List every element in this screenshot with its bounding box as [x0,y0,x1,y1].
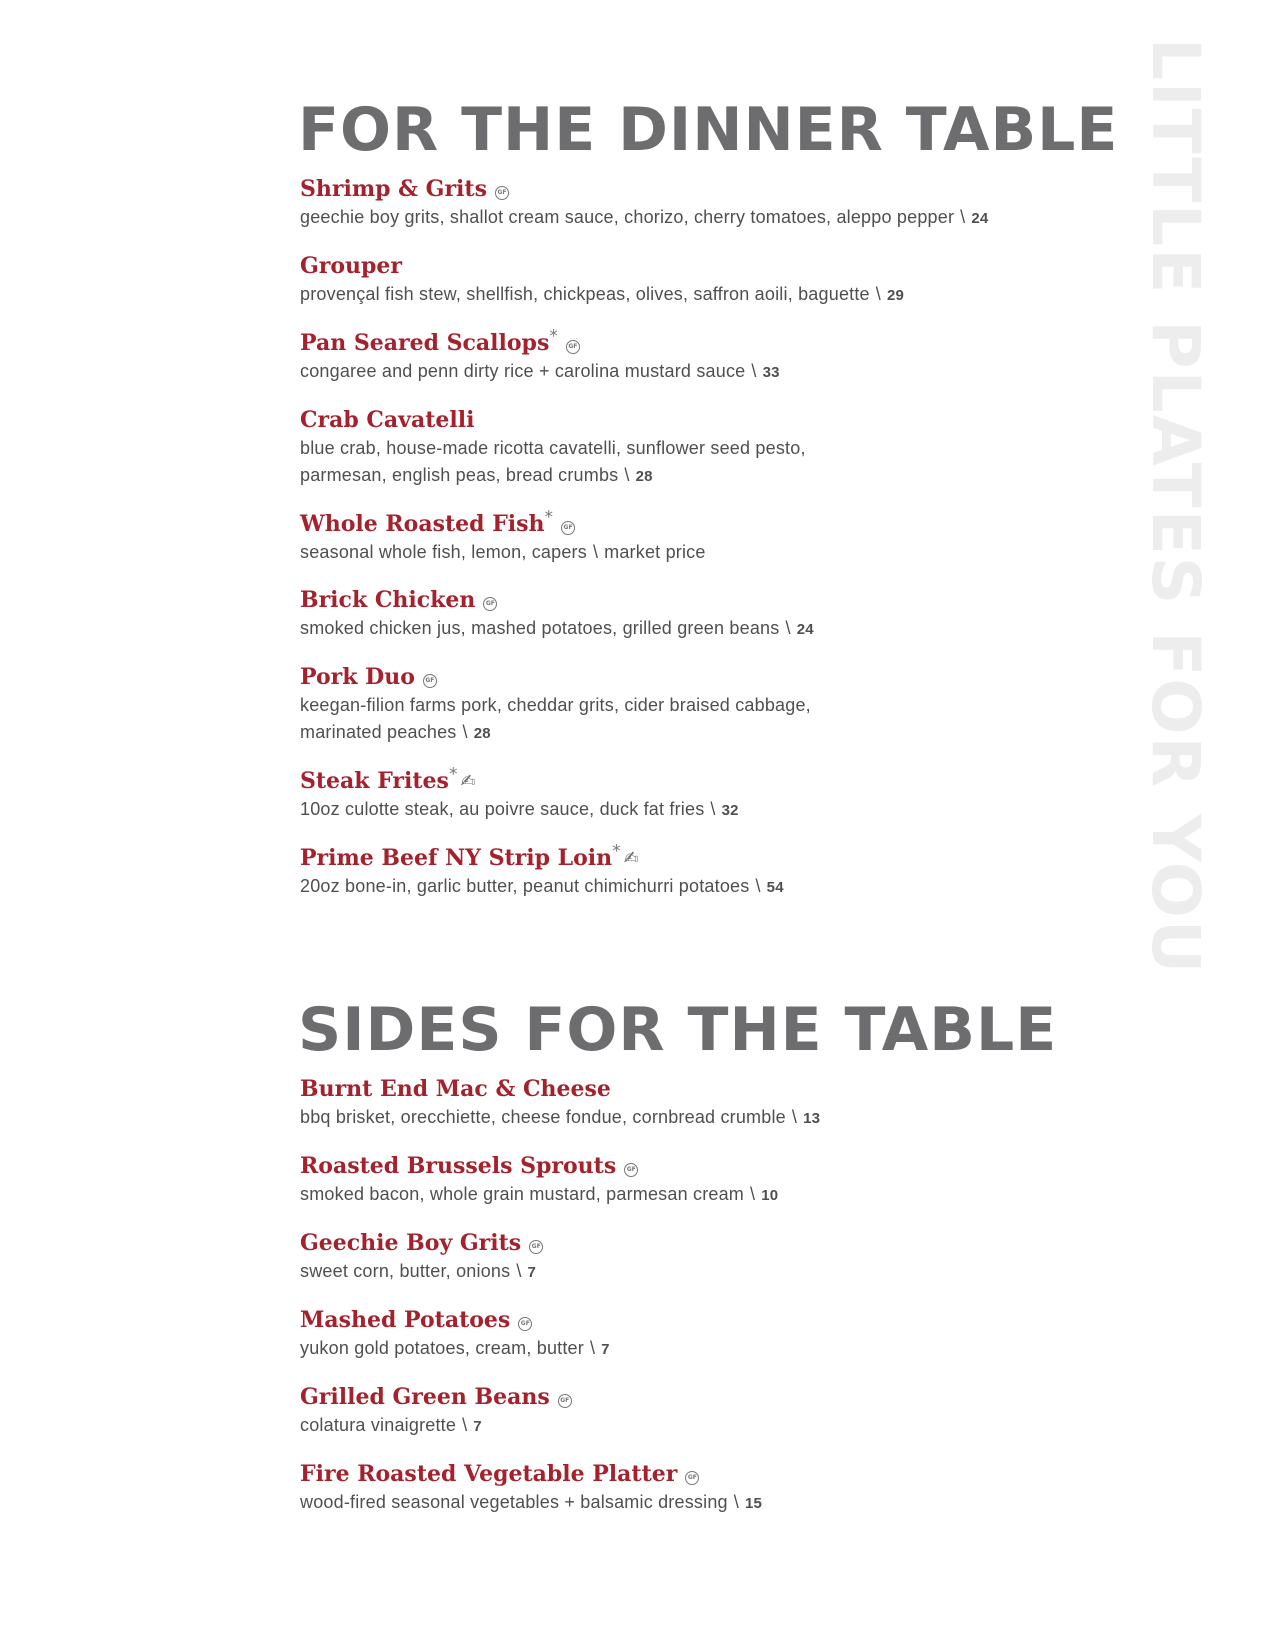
dinner-section [298,95,1119,920]
item-description-line2: marinated peaches [300,722,457,742]
price-separator: \ [751,361,757,381]
item-price: 28 [473,725,491,742]
menu-item [300,328,1060,386]
price-separator: \ [592,542,599,562]
menu-item [300,405,1060,490]
price-separator: \ [462,1415,468,1435]
item-price: 29 [886,287,905,304]
item-description-line1: keegan-filion farms pork, cheddar grits, cider braised cabbage, [300,695,811,715]
item-price: 10 [761,1187,779,1204]
menu-item [300,1382,1060,1440]
menu-item [300,251,1060,309]
wood-fired-icon: ✍ [460,771,476,792]
price-separator: \ [750,1184,756,1204]
item-description: smoked chicken jus, mashed potatoes, grilled green beans [300,618,780,638]
item-name: Pan Seared Scallops [300,330,550,356]
item-description: yukon gold potatoes, cream, butter [300,1338,584,1358]
item-description: wood-fired seasonal vegetables + balsamic dressing [300,1492,728,1512]
price-separator: \ [589,1338,596,1358]
gluten-free-icon: GF [561,521,575,535]
price-separator: \ [624,465,630,485]
item-description: 10oz culotte steak, au poivre sauce, duck fat fries [300,799,705,819]
price-separator: \ [791,1107,798,1127]
gluten-free-icon: GF [529,1240,543,1254]
menu-item [300,1459,1060,1517]
gluten-free-icon: GF [558,1394,572,1408]
item-price: 33 [762,364,780,381]
item-name: Crab Cavatelli [300,407,475,433]
item-description: congaree and penn dirty rice + carolina mustard sauce [300,361,746,381]
price-separator: \ [710,799,716,819]
wood-fired-icon: ✍ [623,848,639,869]
item-description-line1: blue crab, house-made ricotta cavatelli, sunflower seed pesto, [300,438,806,458]
menu-item [300,662,1060,747]
item-description: geechie boy grits, shallot cream sauce, chorizo, cherry tomatoes, aleppo pepper [300,207,955,227]
menu-item [300,509,1060,566]
menu-item [300,843,1060,901]
item-description: bbq brisket, orecchiette, cheese fondue, cornbread crumble [300,1107,786,1127]
item-price: 24 [796,621,814,638]
item-name: Fire Roasted Vegetable Platter [300,1461,678,1487]
sides-section [298,995,1060,1536]
gluten-free-icon: GF [566,340,580,354]
item-name: Roasted Brussels Sprouts [300,1153,617,1179]
item-price: 32 [721,802,739,819]
price-separator: \ [960,207,966,227]
item-description: colatura vinaigrette [300,1415,457,1435]
menu-item [300,1151,1060,1209]
price-separator: \ [462,722,468,742]
item-name: Pork Duo [300,664,415,690]
item-description: 20oz bone-in, garlic butter, peanut chimichurri potatoes [300,876,750,896]
price-separator: \ [755,876,761,896]
item-price: 54 [766,879,784,896]
menu-item [300,174,1060,232]
item-name: Shrimp & Grits [300,176,487,202]
gluten-free-icon: GF [518,1317,532,1331]
section-title: SIDES FOR THE TABLE [298,995,1058,1065]
item-price: 13 [803,1110,821,1127]
price-separator: \ [785,618,791,638]
raw-warning-star: * [549,326,558,347]
item-name: Brick Chicken [300,587,476,613]
raw-warning-star: * [612,841,621,862]
price-separator: \ [516,1261,522,1281]
item-description: sweet corn, butter, onions [300,1261,511,1281]
menu-item [300,1305,1060,1363]
item-name: Mashed Potatoes [300,1307,511,1333]
item-price: 15 [744,1495,763,1512]
gluten-free-icon: GF [423,674,437,688]
menu-item [300,766,1060,824]
section-title: FOR THE DINNER TABLE [298,95,1119,165]
gluten-free-icon: GF [495,186,509,200]
item-name: Steak Frites [300,768,449,794]
gluten-free-icon: GF [624,1163,638,1177]
item-price: 28 [635,468,653,485]
raw-warning-star: * [448,764,458,785]
item-description: provençal fish stew, shellfish, chickpeas, olives, saffron aoili, baguette [300,284,870,304]
item-name: Grilled Green Beans [300,1384,550,1410]
menu-item [300,585,1060,643]
item-name: Grouper [300,253,403,279]
menu-item [300,1074,1060,1132]
item-price: 24 [971,210,989,227]
price-separator: \ [875,284,881,304]
item-description: smoked bacon, whole grain mustard, parmesan cream [300,1184,745,1204]
gluten-free-icon: GF [483,597,497,611]
side-banner: LITTLE PLATES FOR YOU [1137,38,1214,976]
item-description-line2: parmesan, english peas, bread crumbs [300,465,619,485]
gluten-free-icon: GF [685,1471,699,1485]
item-price: 7 [527,1264,537,1281]
item-name: Whole Roasted Fish [300,511,545,537]
item-price: 7 [601,1341,610,1358]
item-name: Prime Beef NY Strip Loin [300,845,613,871]
item-name: Geechie Boy Grits [300,1230,522,1256]
menu-item [300,1228,1060,1286]
price-separator: \ [733,1492,739,1512]
raw-warning-star: * [544,507,554,528]
item-price: 7 [473,1418,482,1435]
item-name: Burnt End Mac & Cheese [300,1076,611,1102]
item-price: market price [604,542,706,562]
item-description: seasonal whole fish, lemon, capers [300,542,587,562]
